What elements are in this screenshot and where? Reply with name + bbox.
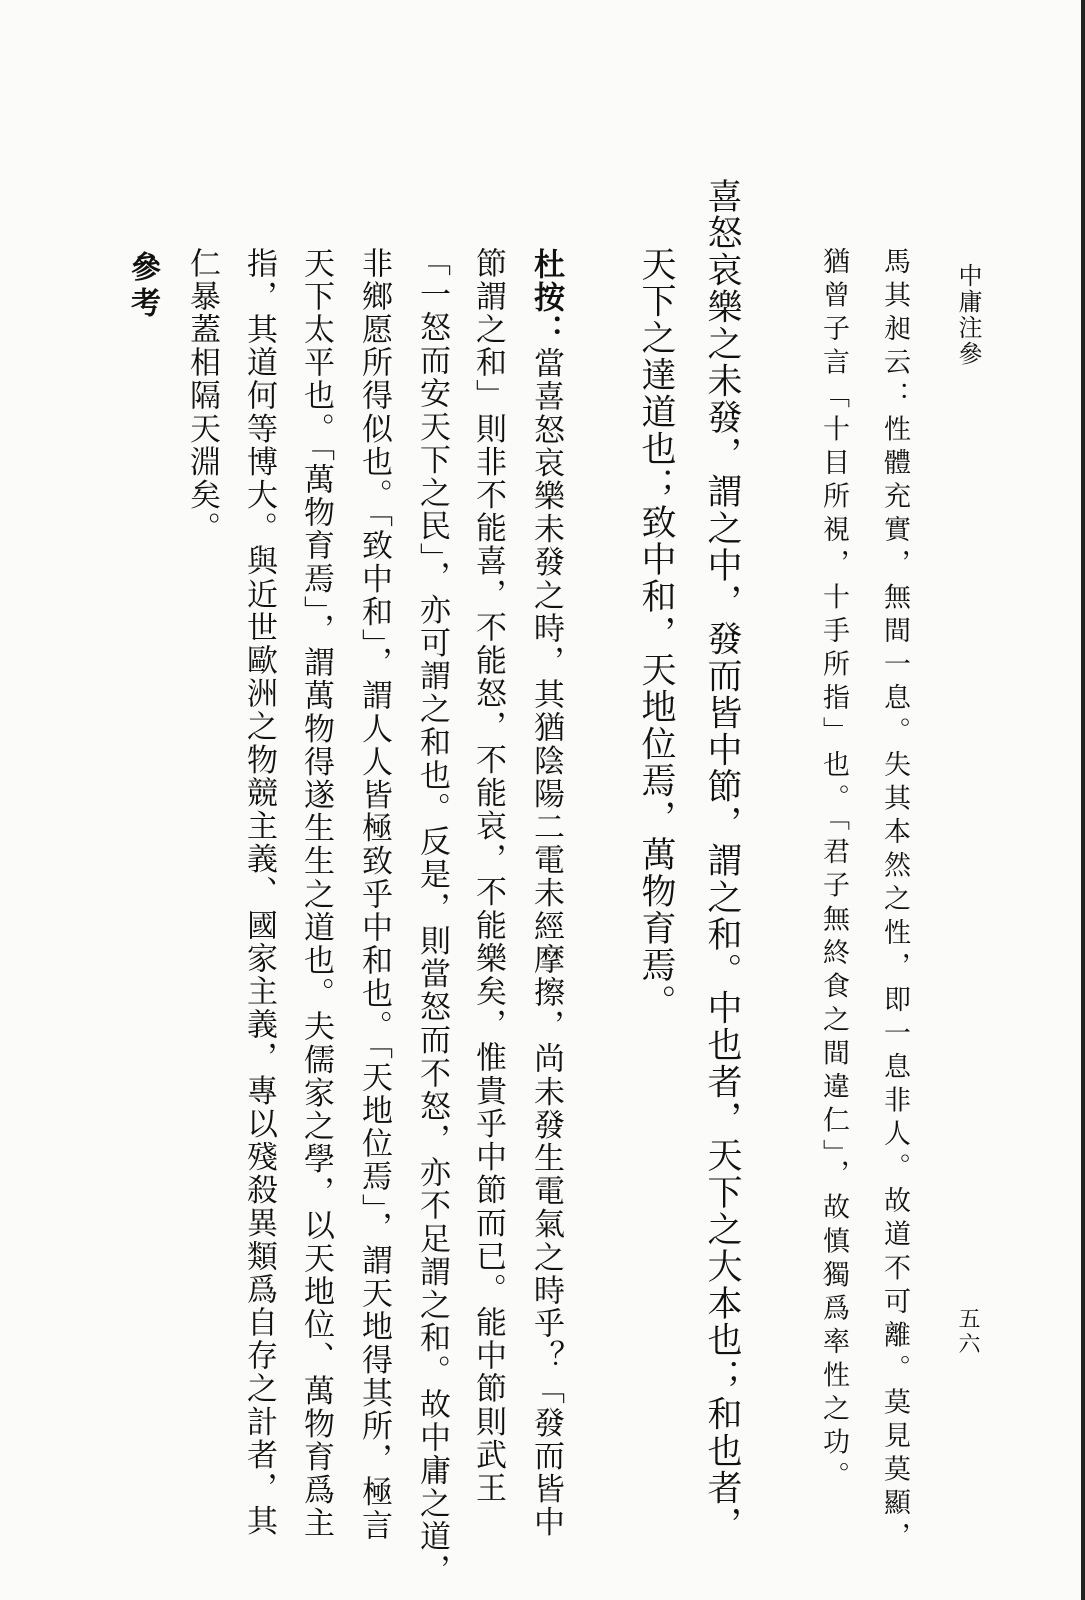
commentary-line: 天下太平也。「萬物育焉」，謂萬物得遂生生之道也。夫儒家之學，以天地位、萬物育爲主 (298, 247, 334, 1540)
commentary-first-text: 當喜怒哀樂未發之時，其猶陰陽二電未經摩擦，尚未發生電氣之時乎？「發而皆中 (528, 347, 564, 1539)
main-text-line: 喜怒哀樂之未發，謂之中，發而皆中節，謂之和。中也者，天下之大本也；和也者， (702, 178, 742, 1544)
commentary-line: 指，其道何等博大。與近世歐洲之物競主義、國家主義，專以殘殺異類爲自存之計者，其 (241, 247, 277, 1538)
commentary-line: 仁暴蓋相隔天淵矣。 (184, 247, 220, 545)
commentary-first-line (528, 248, 564, 1539)
commentary-line: 非鄉愿所得似也。「致中和」，謂人人皆極致乎中和也。「天地位焉」，謂天地得其所，極言 (356, 247, 392, 1543)
commentary-label: 杜按： (528, 248, 564, 348)
running-title: 中庸注參 (954, 263, 982, 367)
note-line: 猶曾子言「十目所視，十手所指」也。「君子無終食之間違仁」，故慎獨爲率性之功。 (818, 247, 849, 1495)
page-edge (1081, 0, 1085, 1600)
main-text-line: 天下之達道也；致中和，天地位焉，萬物育焉。 (636, 246, 676, 1021)
commentary-line: 「一怒而安天下之民」，亦可謂之和也。反是，則當怒而不怒，亦不足謂之和。故中庸之道， (414, 245, 450, 1587)
reference-heading: 參考 (125, 251, 160, 323)
note-line: 馬其昶云：性體充實，無間一息。失其本然之性，即一息非人。故道不可離。莫見莫顯， (879, 247, 910, 1556)
page-number: 五六 (955, 1307, 980, 1357)
commentary-line: 節謂之和」則非不能喜，不能怒，不能哀，不能樂矣，惟貴乎中節而已。能中節則武王 (470, 247, 506, 1505)
